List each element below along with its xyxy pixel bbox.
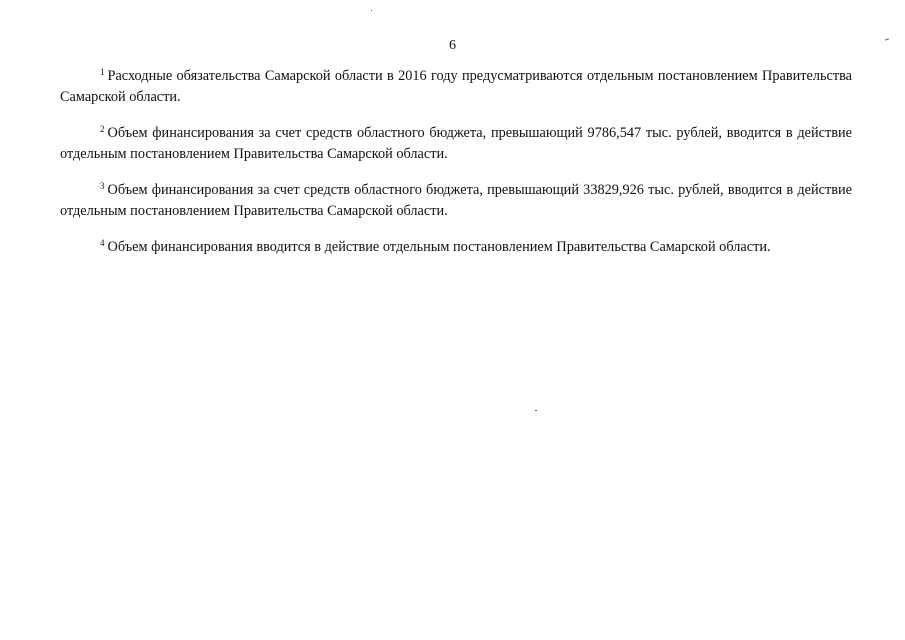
footnote-1 [60, 66, 852, 108]
scan-speck-top [371, 10, 372, 11]
footnote-2 [60, 123, 852, 165]
footnote-3 [60, 180, 852, 222]
footnote-marker: 1 [100, 67, 105, 77]
footnote-marker: 4 [100, 238, 105, 248]
footnote-marker: 3 [100, 181, 105, 191]
scan-speck-middle [535, 410, 537, 411]
footnote-text: Объем финансирования за счет средств областного бюджета, превышающий 33829,926 тыс. рублей, вводится в действие отдельным постановлением Правительства Самарской области. [60, 182, 852, 219]
footnote-text: Объем финансирования вводится в действие отдельным постановлением Правительства Самарской области. [107, 239, 771, 255]
footnote-text: Объем финансирования за счет средств областного бюджета, превышающий 9786,547 тыс. рублей, вводится в действие отдельным постановлением Правительства Самарской области. [60, 125, 852, 162]
footnote-4 [60, 237, 852, 258]
footnote-marker: 2 [100, 124, 105, 134]
page-number: 6 [449, 38, 456, 53]
footnotes-section [60, 66, 852, 258]
footnote-text: Расходные обязательства Самарской области в 2016 году предусматриваются отдельным постановлением Правительства Самарской области. [60, 68, 852, 105]
